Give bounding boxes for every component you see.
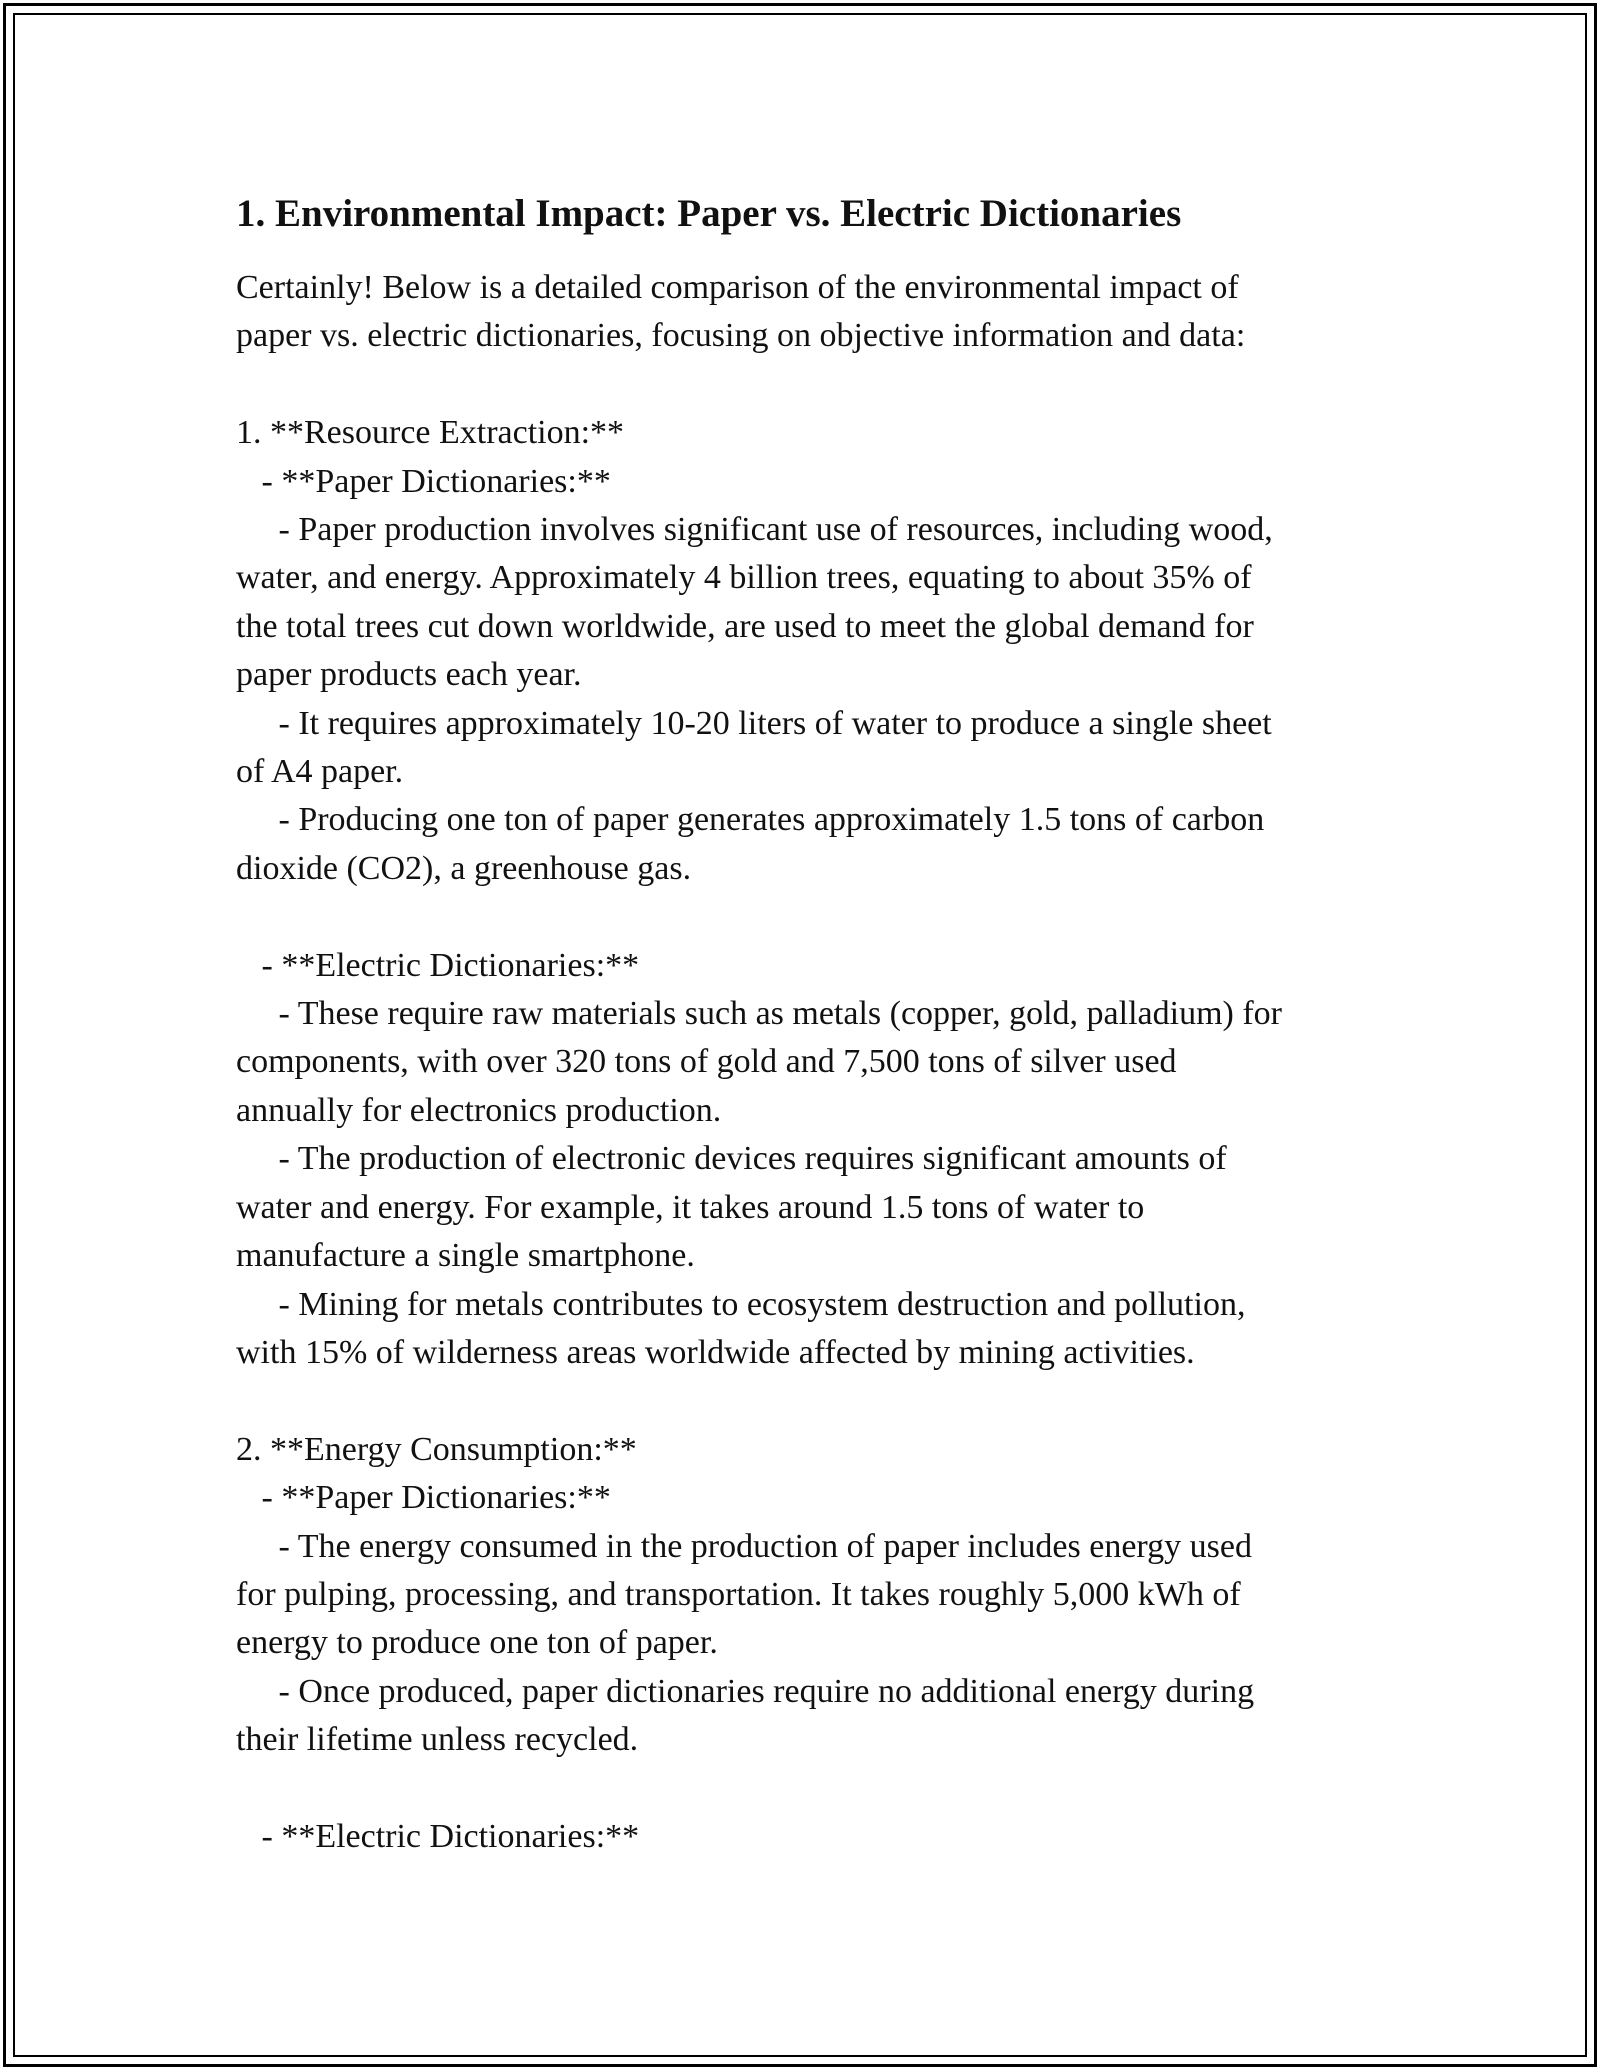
document-title: 1. Environmental Impact: Paper vs. Electric Dictionaries <box>236 192 1182 235</box>
document-body: 1. **Resource Extraction:** - **Paper Dictionaries:** - Paper production involves significant use of resources, including wood, water, and energy. Approximately 4 billion trees, equating to about 35% of the total trees cut down worldwide, are used to meet the global demand for paper products each year. - It requires approximately 10-20 liters of water to produce a single sheet of A4 paper. - Producing one ton of paper generates approximately 1.5 tons of carbon dioxide (CO2), a greenhouse gas. - **Electric Dictionaries:** - These require raw materials such as metals (copper, gold, palladium) for components, with over 320 tons of gold and 7,500 tons of silver used annually for electronics production. - The production of electronic devices requires significant amounts of water and energy. For example, it takes around 1.5 tons of water to manufacture a single smartphone. - Mining for metals contributes to ecosystem destruction and pollution, with 15% of wilderness areas worldwide affected by mining activities. 2. **Energy Consumption:** - **Paper Dictionaries:** - The energy consumed in the production of paper includes energy used for pulping, processing, and transportation. It takes roughly 5,000 kWh of energy to produce one ton of paper. - Once produced, paper dictionaries require no additional energy during their lifetime unless recycled. - **Electric Dictionaries:** <box>236 414 1282 1855</box>
intro-paragraph: Certainly! Below is a detailed comparison of the environmental impact of paper vs. electric dictionaries, focusing on objective information and data: <box>236 269 1246 355</box>
document-content <box>236 188 1386 1861</box>
